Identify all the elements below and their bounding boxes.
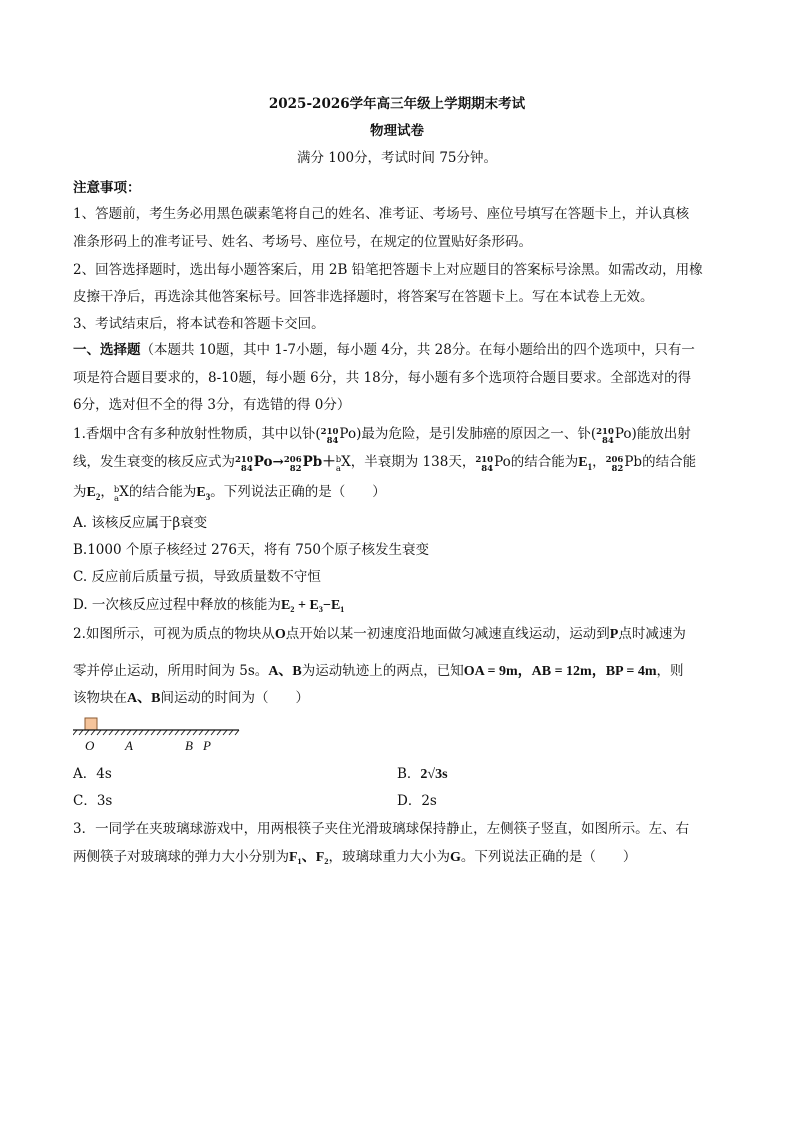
q2-label-o: O: [85, 738, 95, 753]
notice-heading: 注意事项：: [73, 180, 141, 196]
q2-option-b: B．2√3s: [397, 766, 448, 782]
q1-option-c: C. 反应前后质量亏损，导致质量数不守恒: [73, 569, 321, 585]
q2-option-b-expression: 2√3s: [420, 767, 448, 782]
q3-stem-line2: 两侧筷子对玻璃球的弹力大小分别为F₁、F₂，玻璃球重力大小为G。下列说法正确的是（ ）: [73, 849, 637, 865]
notice-line: 3、考试结束后，将本试卷和答题卡交回。: [73, 316, 325, 332]
q2-stem-line2: 零并停止运动，所用时间为 5s。A、B为运动轨迹上的两点，已知OA = 9m，AB = 12m，BP = 4m，则: [73, 663, 684, 679]
nuclide-po: 210 84: [320, 427, 339, 446]
q1-option-b: B.1000 个原子核经过 276天，将有 750个原子核发生衰变: [73, 542, 429, 558]
q1-option-d-expression: E₂ + E₃−E₁: [280, 598, 345, 613]
nuclide-po: 210 84: [596, 427, 614, 446]
notice-line: 准条形码上的准考证号、姓名、考场号、座位号，在规定的位置贴好条形码。: [73, 234, 532, 250]
nuclide-x: b a: [113, 485, 120, 504]
q2-label-b: B: [185, 738, 193, 753]
q1-option-d: D. 一次核反应过程中释放的核能为E₂ + E₃−E₁: [73, 597, 345, 613]
section1-intro-line: 一、选择题（本题共 10题，其中 1-7小题，每小题 4分，共 28分。在每小题给出的四个选项中，只有一: [73, 342, 695, 358]
q2-stem-line1: 2.如图所示，可视为质点的物块从O点开始以某一初速度沿地面做匀减速直线运动，运动到P点时减速为: [73, 626, 686, 642]
exam-info: 满分 100分，考试时间 75分钟。: [296, 150, 498, 166]
q2-ground-hatching: [73, 730, 239, 735]
q1-stem-line1: 1.香烟中含有多种放射性物质，其中以钋( 210 84 Po)最为危险，是引发肺癌的原因之一、钋( 210 84 Po)能放出射: [73, 426, 691, 446]
q1-option-a: A. 该核反应属于β衰变: [73, 515, 208, 531]
nuclide-x: b a: [335, 455, 342, 474]
section1-heading: 一、选择题: [73, 342, 141, 358]
q2-option-a: A．4s: [73, 766, 112, 782]
notice-line: 皮擦干净后，再选涂其他答案标号。回答非选择题时，将答案写在答题卡上。写在本试卷上无效。: [73, 289, 654, 305]
nuclide-pb: 206 82: [605, 455, 624, 474]
nuclide-po: 210 84: [475, 455, 494, 474]
q2-stem-line3: 该物块在A、B间运动的时间为（ ）: [73, 690, 309, 706]
q1-stem-line3: 为$E_2$， b a X的结合能为$E_3$。下列说法正确的是（ ）: [73, 484, 386, 504]
exam-title: 2025-2026学年高三年级上学期期末考试: [268, 96, 526, 112]
q1-stem-line2: 线，发生衰变的核反应式为 210 84 Po→ 206 82 Pb＋ b a X，半衰期为 138天， 210 84 Po的结合能为$E_1$， 206 82 Pb的结合能: [73, 454, 697, 474]
exam-subject: 物理试卷: [370, 123, 424, 139]
section1-intro-line: 项是符合题目要求的，8-10题，每小题 6分，共 18分，每小题有多个选项符合题目要求。全部选对的得: [73, 370, 692, 386]
notice-line: 1、答题前，考生务必用黑色碳素笔将自己的姓名、准考证、考场号、座位号填写在答题卡上，并认真核: [73, 206, 690, 222]
notice-line: 2、回答选择题时，选出每小题答案后，用 2B 铅笔把答题卡上对应题目的答案标号涂黑。如需改动，用橡: [73, 262, 703, 278]
q2-label-p: P: [203, 738, 211, 753]
nuclide-pb: 206 82: [283, 455, 302, 474]
q2-block: [85, 718, 97, 730]
q2-label-a: A: [125, 738, 133, 753]
q2-figure: [73, 716, 243, 756]
q3-stem-line1: 3．一同学在夹玻璃球游戏中，用两根筷子夹住光滑玻璃球保持静止，左侧筷子竖直，如图所示。左、右: [73, 821, 690, 837]
section1-intro-line: 6分，选对但不全的得 3分，有选错的得 0分）: [73, 397, 351, 413]
q2-option-c: C．3s: [73, 793, 113, 809]
q2-option-d: D．2s: [397, 793, 437, 809]
nuclide-po: 210 84: [235, 455, 253, 474]
